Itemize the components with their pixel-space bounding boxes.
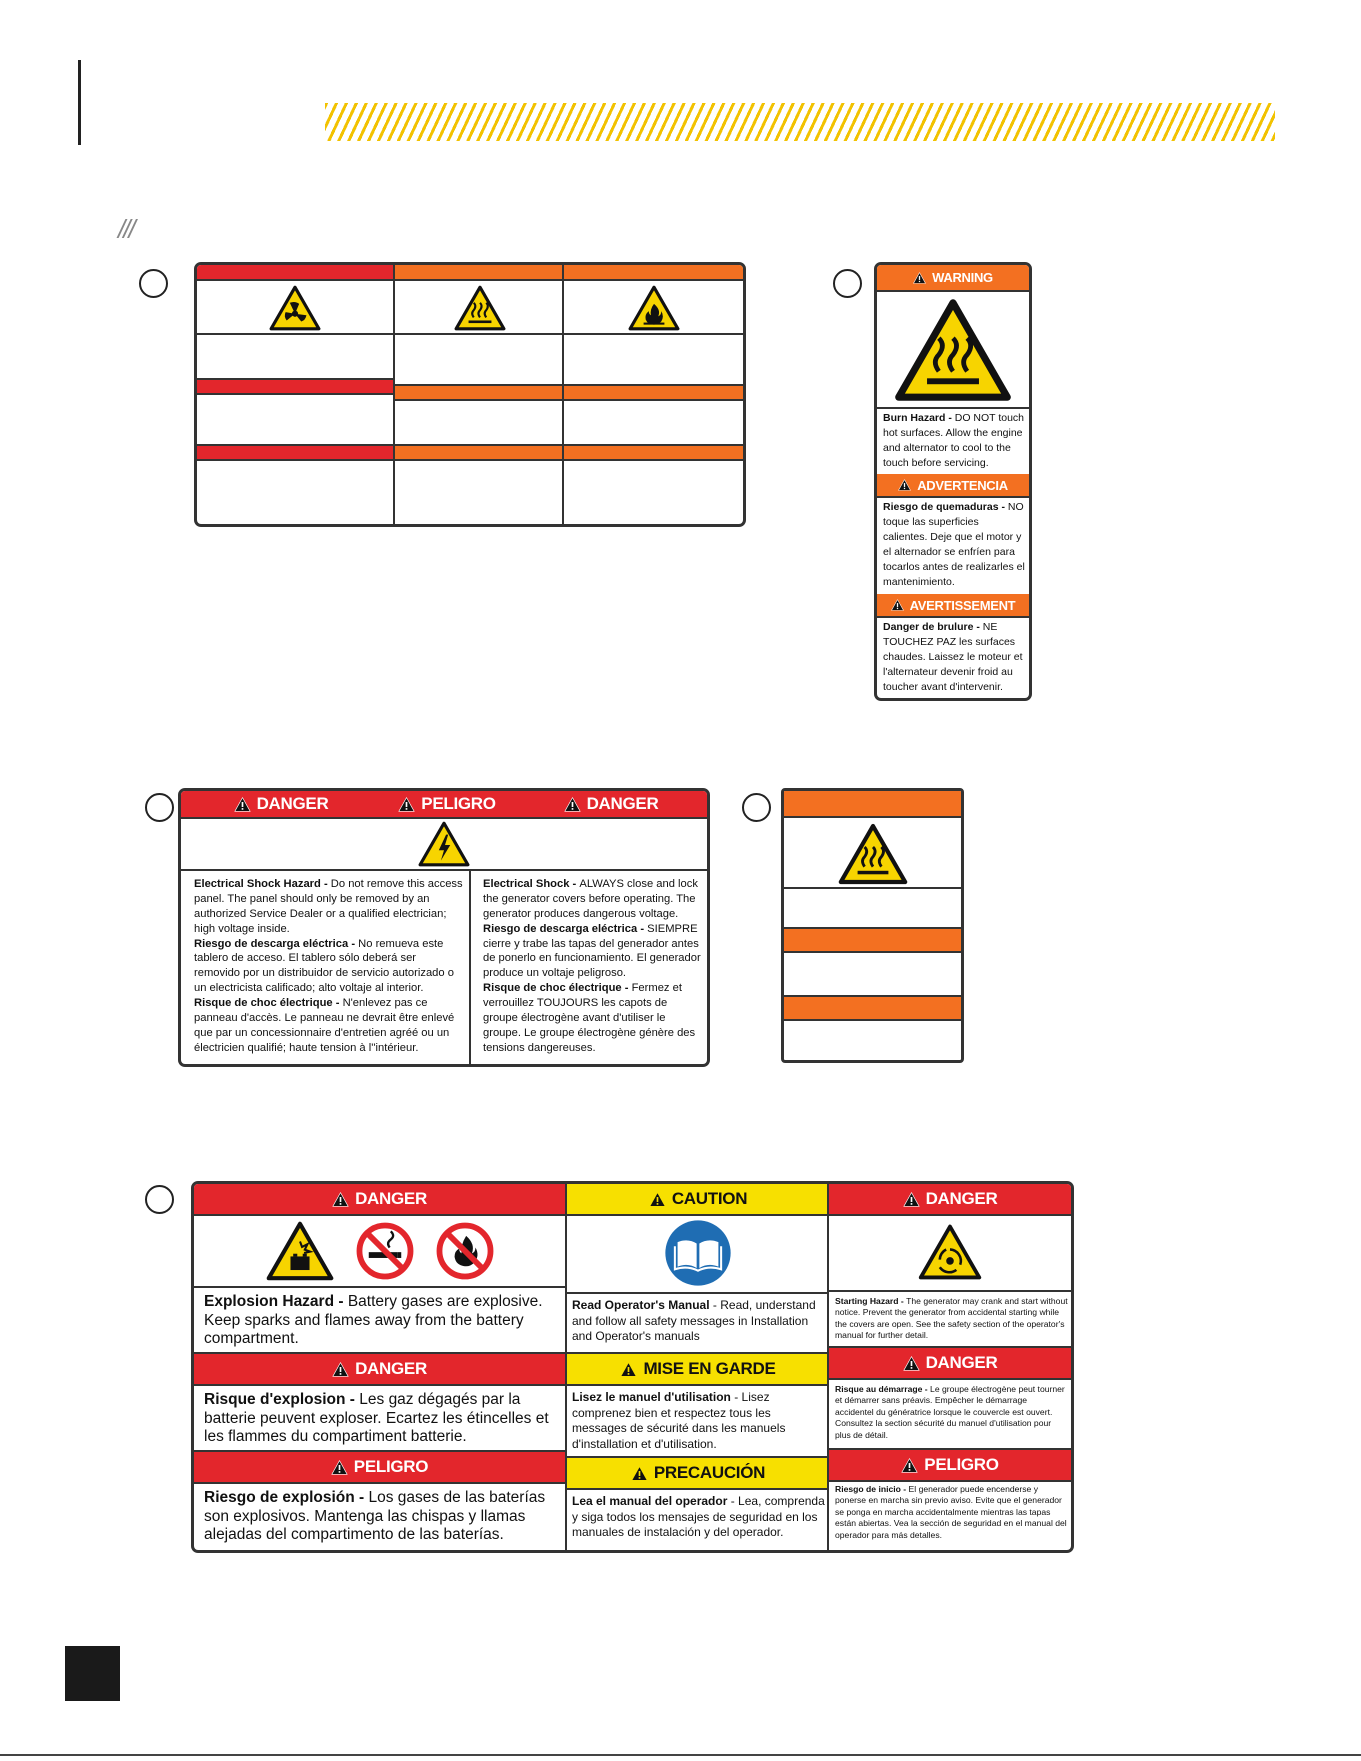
alert-triangle-icon	[332, 1192, 349, 1207]
battery-fr-text: Risque d'explosion - Les gaz dégagés par la batterie peuvent exploser. Ecartez les étincelles et les flammes du compartiment batterie.	[204, 1391, 549, 1446]
alert-triangle-icon	[891, 599, 904, 611]
blank-fire-column	[562, 265, 743, 524]
starting-en-text: Starting Hazard - The generator may crank and start without notice. Prevent the generator from accidental starting while the covers are open. See the safety section of the operator's manual for further detail.	[835, 1296, 1068, 1341]
fire-hazard-icon	[564, 283, 743, 333]
battery-peligro-header: PELIGRO	[194, 1452, 565, 1482]
alert-triangle-icon	[398, 797, 415, 812]
precaucion-header: PRECAUCIÓN	[567, 1458, 829, 1488]
page-number-box	[65, 1646, 120, 1701]
alert-triangle-icon	[903, 1192, 920, 1207]
danger-header-2: DANGER	[511, 791, 710, 817]
header-rule	[78, 60, 81, 145]
starting-fr-text: Risque au démarrage - Le groupe électrogène peut tourner et démarrer sans préavis. Empêcher le démarrage accidentel du génératrice lorsque le couvercle est ouvert. Consultez la section sécurité du manuel d'utilisation pour plus de détail.	[835, 1384, 1065, 1440]
warning-en-text: Burn Hazard - DO NOT touch hot surfaces. Allow the engine and alternator to cool to the touch before servicing.	[883, 412, 1025, 469]
peligro-header: PELIGRO	[347, 791, 547, 817]
alert-triangle-icon	[649, 1192, 666, 1207]
avertissement-header: AVERTISSEMENT	[877, 594, 1029, 616]
manual-fr-text: Lisez le manuel d'utilisation - Lisez comprenez bien et respectez tous les messages de sécurité dans les manuels d'installation et d'utilisation.	[572, 1390, 786, 1451]
starting-danger-fr-header: DANGER	[829, 1348, 1071, 1378]
electric-shock-icon	[181, 819, 707, 869]
advertencia-header: ADVERTENCIA	[877, 474, 1029, 496]
electrical-right-text: Electrical Shock - ALWAYS close and lock the generator covers before operating. The generator produces dangerous voltage. Riesgo de descarga eléctrica - SIEMPRE cierre y trabe las tapas del generador antes de ponerlo en funcionamiento. El generador produce un voltaje peligroso. Risque de choc électrique - Fermez et verrouillez TOUJOURS les capots de groupe électrogène avant d'utiliser le groupe. Le groupe électrogène génère des tensions dangereuses.	[483, 878, 701, 1054]
starting-peligro-header: PELIGRO	[829, 1450, 1071, 1480]
battery-column	[194, 1184, 565, 1550]
manual-column	[565, 1184, 829, 1550]
alert-triangle-icon	[903, 1356, 920, 1371]
blank-hot-surface-label	[781, 788, 964, 1063]
alert-triangle-icon	[234, 797, 251, 812]
electrical-left-text: Electrical Shock Hazard - Do not remove this access panel. The panel should only be removed by an authorized Service Dealer or a qualified electrician; high voltage inside. Riesgo de descarga eléctrica - No remueva este tablero de acceso. El tablero sólo deberá ser removido por un distribuidor de servicio autorizado o un electricista calificado; alto voltaje al interior. Risque de choc électrique - N'enlevez pas ce panneau d'accès. Le panneau ne devrait être enlevé que par un concessionnaire d'entretien agréé ou un électricien qualifié; haute tension à l''intérieur.	[194, 878, 463, 1054]
bottom-rule	[0, 1754, 1361, 1756]
manual-en-text: Read Operator's Manual - Read, understand and follow all safety messages in Installation and Operator's manuals	[572, 1298, 816, 1344]
alert-triangle-icon	[913, 272, 926, 284]
callout-circle-5	[145, 1185, 174, 1214]
starting-column	[827, 1184, 1071, 1550]
caution-header: CAUTION	[567, 1184, 829, 1214]
alert-triangle-icon	[331, 1460, 348, 1475]
combined-safety-label	[191, 1181, 1074, 1553]
hot-surface-icon	[784, 821, 961, 886]
blank-hazard-label	[194, 262, 746, 527]
mise-en-garde-header: MISE EN GARDE	[567, 1354, 829, 1384]
alert-triangle-icon	[901, 1458, 918, 1473]
hot-surface-icon	[877, 295, 1029, 405]
blank-fan-column	[197, 265, 393, 524]
starting-danger-header: DANGER	[829, 1184, 1071, 1214]
battery-danger-header: DANGER	[194, 1184, 565, 1214]
header-stripes	[325, 103, 1275, 141]
warning-es-text: Riesgo de quemaduras - NO toque las superficies calientes. Deje que el motor y el alternador se enfríen para tocarlos antes de realizarles el mantenimiento.	[883, 501, 1025, 588]
manual-es-text: Lea el manual del operador - Lea, comprenda y siga todos los mensajes de seguridad en los manuales de instalación y del operador.	[572, 1494, 825, 1540]
battery-es-text: Riesgo de explosión - Los gases de las baterías son explosivos. Mantenga las chispas y llamas alejadas del compartimento de las baterías.	[204, 1489, 546, 1544]
alert-triangle-icon	[332, 1362, 349, 1377]
alert-triangle-icon	[631, 1466, 648, 1481]
fan-hazard-icon	[197, 283, 393, 333]
danger-header-1: DANGER	[181, 791, 381, 817]
warning-fr-text: Danger de brulure - NE TOUCHEZ PAZ les surfaces chaudes. Laissez le moteur et l'alternateur devenir froid au toucher avant d'intervenir.	[883, 621, 1023, 693]
callout-circle-2	[833, 269, 862, 298]
battery-en-text: Explosion Hazard - Battery gases are explosive. Keep sparks and flames away from the battery compartment.	[204, 1293, 543, 1348]
alert-triangle-icon	[898, 479, 911, 491]
electrical-shock-label	[178, 788, 710, 1067]
burn-warning-label	[874, 262, 1032, 701]
alert-triangle-icon	[564, 797, 581, 812]
callout-circle-1	[139, 269, 168, 298]
warning-header: WARNING	[877, 265, 1029, 290]
battery-explosion-icon	[266, 1221, 334, 1281]
starting-es-text: Riesgo de inicio - El generador puede encenderse y ponerse en marcha sin previo aviso. Evite que el generador se ponga en marcha accidentalmente mientras las tapas están abiertas. Vea la sección de seguridad en el manual del operador para más detalles.	[835, 1484, 1067, 1540]
section-slashes: ///	[118, 214, 134, 244]
callout-circle-3	[145, 793, 174, 822]
alert-triangle-icon	[620, 1362, 637, 1377]
column-divider	[469, 869, 471, 1064]
hot-surface-icon	[395, 283, 564, 333]
battery-danger-fr-header: DANGER	[194, 1354, 565, 1384]
no-flame-icon	[436, 1222, 494, 1280]
blank-hot-column	[393, 265, 564, 524]
rotating-parts-icon	[829, 1217, 1071, 1287]
read-manual-icon	[567, 1217, 829, 1289]
no-smoking-icon	[356, 1222, 414, 1280]
callout-circle-4	[742, 793, 771, 822]
